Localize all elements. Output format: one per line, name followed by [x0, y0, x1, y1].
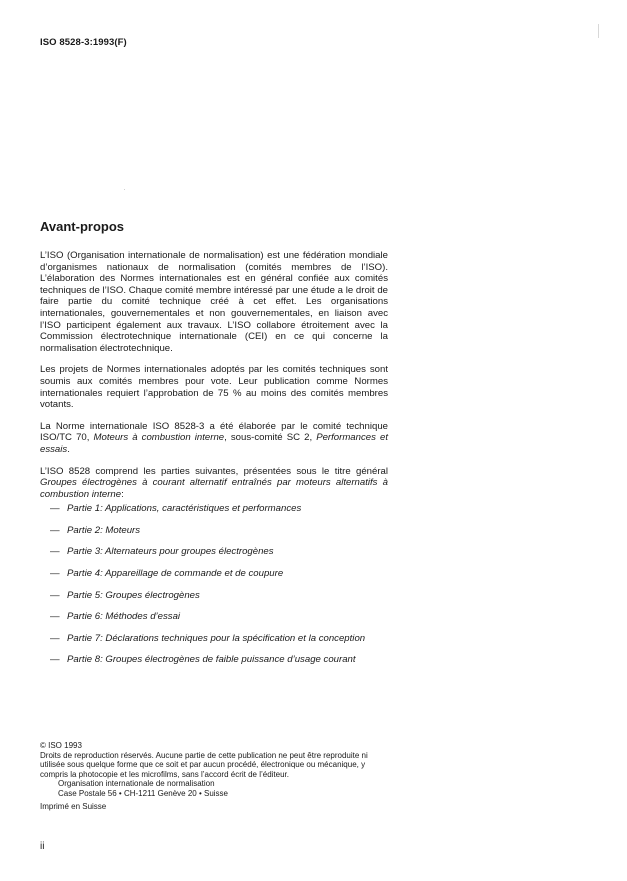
part-3-title: Partie 3: Alternateurs pour groupes électrogènes — [67, 546, 274, 558]
parts-intro-text: L’ISO 8528 comprend les parties suivantes, présentées sous le titre général — [40, 465, 388, 477]
copyright-notice: © ISO 1993 — [40, 741, 82, 750]
list-dash: — — [50, 546, 60, 558]
list-dash: — — [50, 611, 60, 623]
scan-artifact-dot — [124, 189, 125, 190]
list-item — [40, 633, 388, 645]
part-4-title: Partie 4: Appareillage de commande et de coupure — [67, 568, 284, 580]
scan-artifact — [598, 24, 599, 38]
part-2-title: Partie 2: Moteurs — [67, 524, 141, 536]
postal-address: Case Postale 56 • CH-1211 Genève 20 • Suisse — [58, 788, 228, 798]
general-title: Groupes électrogènes à courant alternatif entraînés par moteurs alternatifs à combustion interne — [40, 477, 388, 500]
foreword-body — [40, 250, 388, 676]
elaboration-text-before: La Norme internationale ISO 8528-3 a été élaborée par le comité technique ISO/TC 70, — [40, 420, 388, 444]
list-dash: — — [50, 568, 60, 580]
standard-identifier: ISO 8528-3:1993(F) — [40, 37, 127, 48]
paragraph-voting: Les projets de Normes internationales adoptés par les comités techniques sont soumis aux comités membres pour vote. Leur publication comme Normes internationales requiert l’approbation de 75 % au moins des comités membres votants. — [40, 364, 388, 411]
list-item — [40, 611, 388, 623]
printed-in: Imprimé en Suisse — [40, 801, 107, 811]
list-item — [40, 654, 388, 666]
list-item — [40, 525, 388, 537]
section-title: Avant-propos — [40, 219, 125, 234]
organization-name: Organisation internationale de normalisation — [58, 779, 215, 789]
list-dash: — — [50, 654, 60, 666]
part-5-title: Partie 5: Groupes électrogènes — [67, 589, 200, 601]
elaboration-text-after: . — [67, 443, 70, 455]
paragraph-elaboration — [40, 421, 388, 456]
list-dash: — — [50, 589, 60, 601]
parts-intro-colon: : — [121, 488, 124, 500]
part-6-title: Partie 6: Méthodes d’essai — [67, 611, 181, 623]
part-7-title: Partie 7: Déclarations techniques pour la spécification et la conception — [67, 632, 366, 644]
list-dash: — — [50, 632, 60, 644]
committee-title: Moteurs à combustion interne — [93, 432, 225, 444]
page-number: ii — [40, 841, 45, 852]
part-8-title: Partie 8: Groupes électrogènes de faible puissance d’usage courant — [67, 654, 356, 666]
elaboration-text-middle: , sous-comité SC 2, — [224, 432, 317, 444]
reproduction-rights: Droits de reproduction réservés. Aucune partie de cette publication ne peut être reproduite ni utilisée sous quelque forme que ce soit et par aucun procédé, électronique ou mécanique, y compris la photocopie et les microfilms, sans l’accord écrit de l’éditeur. — [40, 750, 368, 779]
list-item — [40, 568, 388, 580]
list-dash: — — [50, 524, 60, 536]
subcommittee-title: Performances et essais — [40, 432, 388, 455]
part-1-title: Partie 1: Applications, caractéristiques et performances — [67, 503, 302, 515]
list-item — [40, 590, 388, 602]
parts-list — [40, 503, 388, 666]
list-dash: — — [50, 503, 60, 515]
copyright-block — [40, 741, 388, 811]
paragraph-parts-intro — [40, 466, 388, 501]
paragraph-iso-intro: L’ISO (Organisation internationale de normalisation) est une fédération mondiale d’organismes nationaux de normalisation (comités membres de l’ISO). L’élaboration des Normes internationales est en général confiée aux comités techniques de l’ISO. Chaque comité membre intéressé par une étude a le droit de faire partie du comité technique créé à cet effet. Les organisations internationales, gouvernementales et non gouvernementales, en liaison avec l’ISO participent également aux travaux. L’ISO collabore étroitement avec la Commission électrotechnique internationale (CEI) en ce qui concerne la normalisation électrotechnique. — [40, 250, 388, 354]
list-item — [40, 503, 388, 515]
list-item — [40, 546, 388, 558]
